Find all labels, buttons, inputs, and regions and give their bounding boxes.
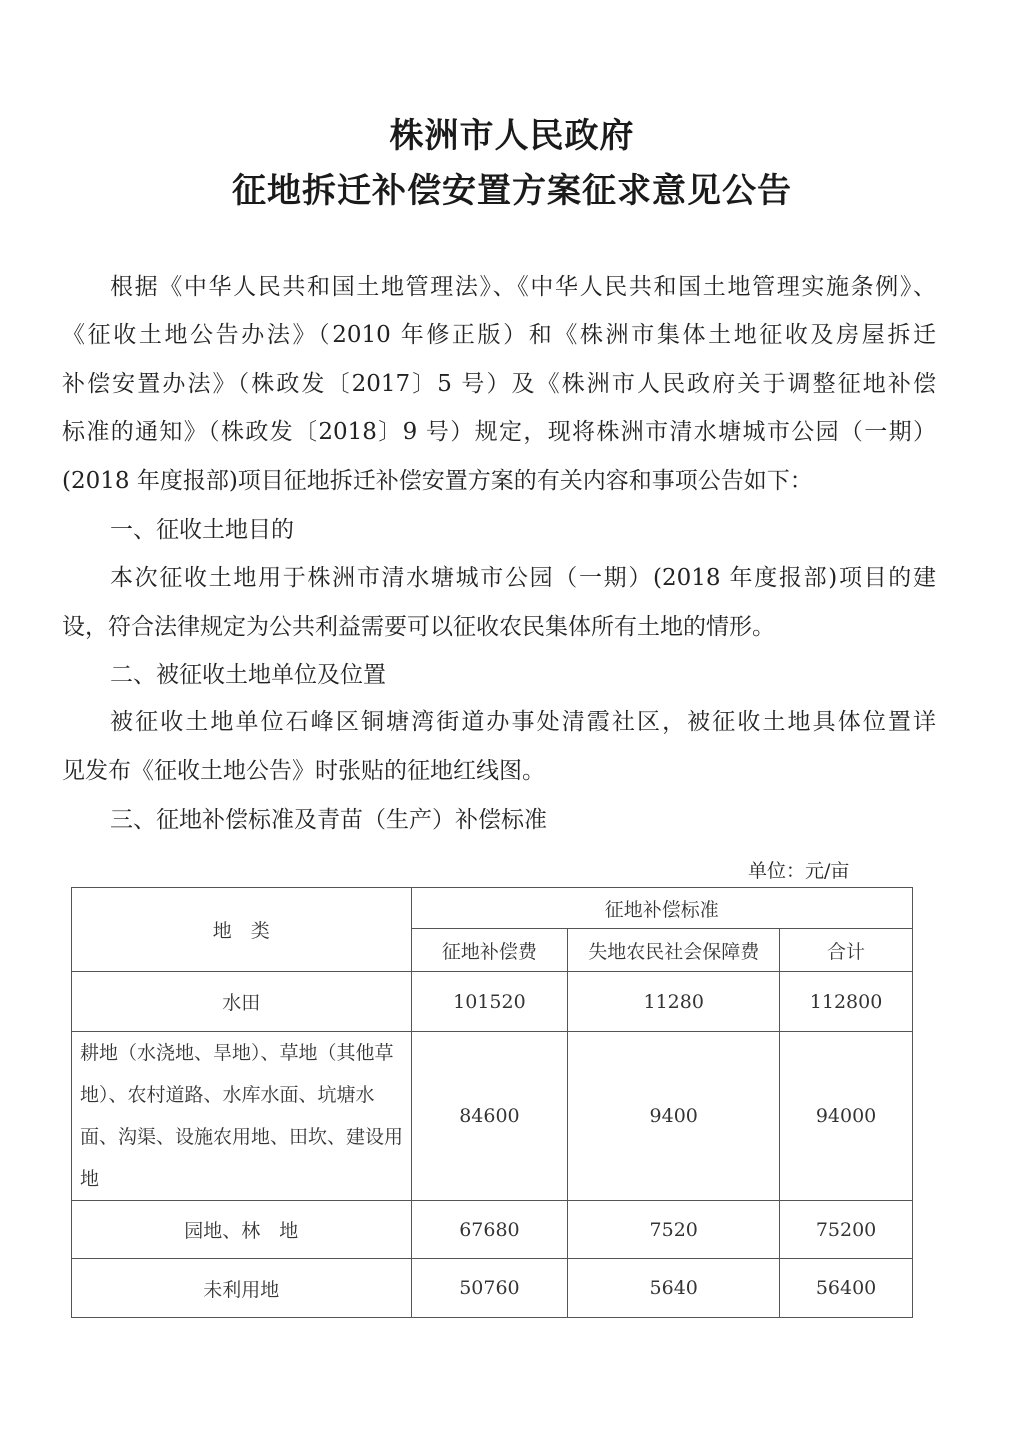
table-row: [72, 972, 913, 1032]
cell: 94000: [780, 1032, 913, 1201]
land-type: 水田: [72, 972, 412, 1032]
intro-line: (2018 年度报部)项目征地拆迁补偿安置方案的有关内容和事项公告如下：: [62, 468, 813, 494]
cell: 11280: [568, 972, 780, 1032]
section-2-line: 见发布《征收土地公告》时张贴的征地红线图。: [62, 758, 545, 784]
cell: 9400: [568, 1032, 780, 1201]
header-col: 失地农民社会保障费: [568, 929, 780, 972]
title-line-2: 征地拆迁补偿安置方案征求意见公告: [232, 171, 792, 211]
intro-line: 根据《中华人民共和国土地管理法》、《中华人民共和国土地管理实施条例》、: [110, 274, 936, 300]
land-type: 园地、林 地: [72, 1201, 412, 1259]
table-row: [72, 1032, 913, 1201]
section-heading-3: 三、征地补偿标准及青苗（生产）补偿标准: [110, 807, 547, 833]
table-row: [72, 1259, 913, 1318]
intro-line: 标准的通知》（株政发〔2018〕9 号）规定，现将株洲市清水塘城市公园（一期）: [62, 419, 936, 445]
table-row: [72, 1201, 913, 1259]
intro-line: 补偿安置办法》（株政发〔2017〕5 号）及《株洲市人民政府关于调整征地补偿: [62, 371, 936, 397]
section-heading-1: 一、征收土地目的: [110, 517, 294, 543]
header-col: 合计: [780, 929, 913, 972]
cell: 5640: [568, 1259, 780, 1318]
cell: 112800: [780, 972, 913, 1032]
cell: 7520: [568, 1201, 780, 1259]
section-2-line: 被征收土地单位石峰区铜塘湾街道办事处清霞社区，被征收土地具体位置详: [110, 709, 936, 735]
land-type: 未利用地: [72, 1259, 412, 1318]
cell: 84600: [411, 1032, 568, 1201]
cell: 101520: [411, 972, 568, 1032]
cell: 56400: [780, 1259, 913, 1318]
land-type: 耕地（水浇地、旱地）、草地（其他草地）、农村道路、水库水面、坑塘水面、沟渠、设施农用地、田坎、建设用地: [72, 1032, 412, 1201]
cell: 50760: [411, 1259, 568, 1318]
header-land-type: 地 类: [72, 888, 412, 972]
section-1-line: 设，符合法律规定为公共利益需要可以征收农民集体所有土地的情形。: [62, 614, 775, 640]
cell: 67680: [411, 1201, 568, 1259]
section-1-line: 本次征收土地用于株洲市清水塘城市公园（一期）(2018 年度报部)项目的建: [110, 565, 936, 591]
section-heading-2: 二、被征收土地单位及位置: [110, 662, 386, 688]
header-col: 征地补偿费: [411, 929, 568, 972]
title-line-1: 株洲市人民政府: [389, 116, 635, 156]
header-compensation-standard: 征地补偿标准: [411, 888, 913, 929]
compensation-table: [71, 887, 913, 1318]
cell: 75200: [780, 1201, 913, 1259]
intro-line: 《征收土地公告办法》（2010 年修正版）和《株洲市集体土地征收及房屋拆迁: [62, 322, 936, 348]
unit-label: 单位：元/亩: [748, 860, 850, 882]
